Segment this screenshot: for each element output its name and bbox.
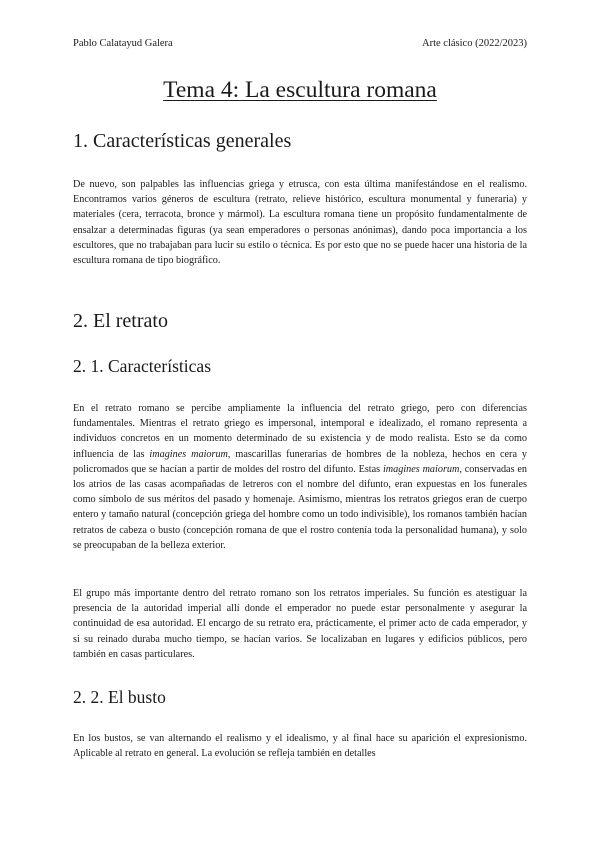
section-1-heading: 1. Características generales (73, 130, 292, 152)
header-course: Arte clásico (2022/2023) (422, 38, 527, 49)
section-2-1-heading: 2. 1. Características (73, 356, 212, 376)
header-author: Pablo Calatayud Galera (73, 38, 173, 49)
section-2-2-heading: 2. 2. El busto (73, 687, 166, 707)
p1-text-e: , conservadas en los atrios de las casas acompañadas de letreros con el nombre del difunto, eran expuestas en los funerales como símbolo de sus méritos del pasado y homenaje. Asimismo, mientras los retratos griegos eran de cuerpo entero y tamaño natural (concepción griega del hombre como un todo indivisible), los romanos también hacían retratos de cabeza o busto (concepción romana de que el rostro contenía toda la personalidad humana), y solo se preocupaban de la belleza exterior. (73, 463, 528, 551)
section-1-paragraph: De nuevo, son palpables las influencias griega y etrusca, con esta última manifestándose en el realismo. Encontramos varios géneros de escultura (retrato, relieve histórico, escultura monumental y funeraria) y materiales (cera, terracota, bronce y mármol). La escultura romana tiene un propósito fundamentalmente de ensalzar a determinadas figuras (ya sean emperadores o personas anónimas), dando poca importancia a los escultores, que no trabajaban para lucir su estilo o técnica. Es por esto que no se puede hacer una historia de la escultura romana de tipo biográfico. (73, 179, 527, 267)
document-title: Tema 4: La escultura romana (163, 77, 437, 103)
section-2-heading: 2. El retrato (73, 310, 168, 332)
p1-italic-imagines-1: imagines maiorum (149, 448, 228, 460)
section-2-1-paragraph-1 (73, 401, 527, 553)
p1-italic-imagines-2: imagines maiorum (382, 463, 460, 475)
section-2-1-paragraph-2: El grupo más importante dentro del retrato romano son los retratos imperiales. Su función es atestiguar la presencia de la autoridad imperial allí donde el emperador no puede estar personalmente y asegurar la continuidad de esa autoridad. El encargo de su retrato era, prácticamente, el primer acto de cada emperador, y si su reinado duraba mucho tiempo, se hacían varios. Se localizaban en lugares y edificios públicos, pero también en casas particulares. (73, 588, 527, 660)
p1-text-a: En el retrato romano se percibe ampliamente la influencia del retrato griego, pero con diferencias fundamentales. Mientras el retrato griego es impersonal, intemporal e idealizado, el romano representa a individuos concretos en un momento determinado de su existencia y de modo realista. Esto se da como influencia de las (73, 403, 527, 460)
p1-text-c: , mascarillas funerarias de hombres de la nobleza, hechos en cera y policromados que se hacían a partir de moldes del rostro del difunto. Estas (73, 448, 527, 475)
section-2-2-paragraph: En los bustos, se van alternando el realismo y el idealismo, y al final hace su aparición el expresionismo. Aplicable al retrato en general. La evolución se refleja también en detalles (73, 733, 527, 760)
